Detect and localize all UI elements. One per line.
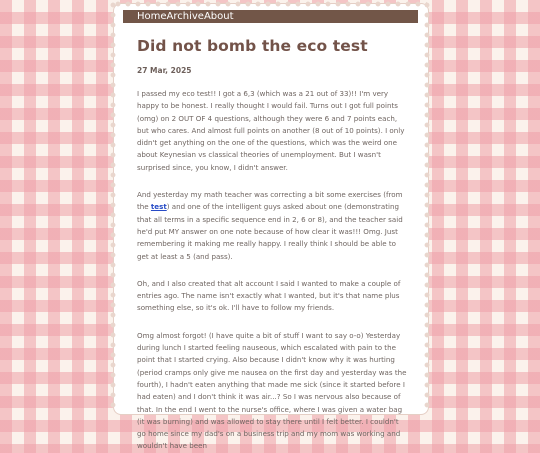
card-scalloped-edge-right: [423, 0, 431, 410]
card-scalloped-edge-left: [109, 0, 117, 410]
nav-home-link[interactable]: Home: [137, 11, 167, 22]
paragraph-2-text-start: And yesterday my math teacher was correcting a bit some exercises (from the: [137, 190, 403, 212]
post-title: Did not bomb the eco test: [137, 37, 368, 55]
post-paragraph-1: I passed my eco test!! I got a 6,3 (which was a 21 out of 33)!! I'm very happy to be honest. I really thought I would fail. Turns out I got full points (omg) on 2 OUT OF 4 questions, although they were 6 and 7 points each, but who cares. And almost full points on another (8 out of 10 points). I only didn't get anything on the one of the questions, which was the weird one about Keynesian vs classical theories of unemployment. But I wasn't surprised since, you know, I didn't answer.: [137, 89, 405, 172]
paragraph-2-text-end: ) and one of the intelligent guys asked about one (demonstrating that all terms in a specific sequence end in 2, 6 or 8), and the teacher said he'd put MY answer on one note because of how clear it was!!! Omg. Just remembering it making me really happy. I really think I should be able to get at least a 5 (and pass).: [137, 202, 403, 261]
card-scalloped-edge: [113, 0, 427, 10]
nav-about-link[interactable]: About: [203, 11, 234, 22]
post-paragraph-3: Oh, and I also created that alt account I said I wanted to make a couple of entries ago. The name isn't exactly what I wanted, but it's that name plus something else, so it's ok. I'll have to follow my friends.: [137, 278, 401, 313]
nav-archive-link[interactable]: Archive: [166, 11, 204, 22]
post-date: 27 Mar, 2025: [137, 66, 192, 75]
post-content: [137, 36, 408, 453]
top-nav: [123, 10, 418, 23]
post-paragraph-2: [137, 189, 408, 263]
post-paragraph-4: Omg almost forgot! (I have quite a bit of stuff I want to say o-o) Yesterday during lunch I started feeling nauseous, which escalated with pain to the point that I started crying. Also because I didn't know why it was hurting (period cramps only give me nausea on the first day and yesterday was the fourth), I hadn't eaten anything that made me sick (since it started before I had eaten) and I don't think it was air...? So I was nervous also because of that. In the end I went to the nurse's office, where I was given a water bag (it was burning) and was allowed to stay there until I felt better. I couldn't go home since my dad's on a business trip and my mom was working and wouldn't have been: [137, 330, 407, 451]
test-link[interactable]: test: [150, 202, 167, 212]
